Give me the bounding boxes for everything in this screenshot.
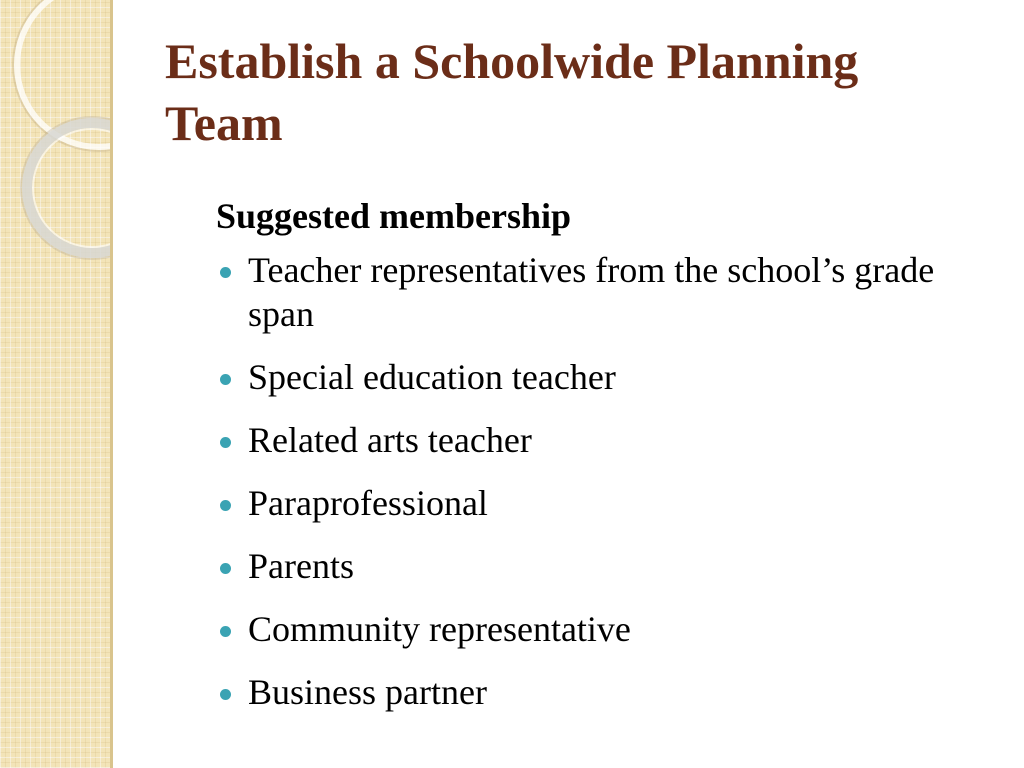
slide-title: Establish a Schoolwide Planning Team — [165, 33, 859, 151]
bullet-dot-icon — [220, 689, 231, 700]
bullet-dot-icon — [220, 374, 231, 385]
bullet-text: Related arts teacher — [248, 420, 532, 460]
decorative-rings — [0, 0, 112, 768]
bullet-text: Paraprofessional — [248, 483, 488, 523]
bullet-dot-icon — [220, 563, 231, 574]
bullet-text: Community representative — [248, 609, 631, 649]
side-strip-edge — [110, 0, 113, 768]
bullet-item — [216, 607, 976, 651]
decorative-ring-lower — [22, 118, 112, 258]
bullet-item — [216, 355, 976, 399]
bullet-item — [216, 418, 976, 462]
bullet-dot-icon — [220, 500, 231, 511]
bullet-list — [216, 248, 976, 714]
bullet-text: Special education teacher — [248, 357, 616, 397]
bullet-item — [216, 481, 976, 525]
bullet-item — [216, 670, 976, 714]
bullet-text: Teacher representatives from the school’s grade span — [248, 250, 935, 334]
slide-subheading: Suggested membership — [216, 196, 572, 236]
bullet-text: Parents — [248, 546, 354, 586]
bullet-dot-icon — [220, 267, 231, 278]
bullet-text: Business partner — [248, 672, 487, 712]
bullet-item — [216, 544, 976, 588]
bullet-item — [216, 248, 976, 336]
slide-body — [216, 192, 976, 733]
bullet-dot-icon — [220, 626, 231, 637]
bullet-dot-icon — [220, 437, 231, 448]
